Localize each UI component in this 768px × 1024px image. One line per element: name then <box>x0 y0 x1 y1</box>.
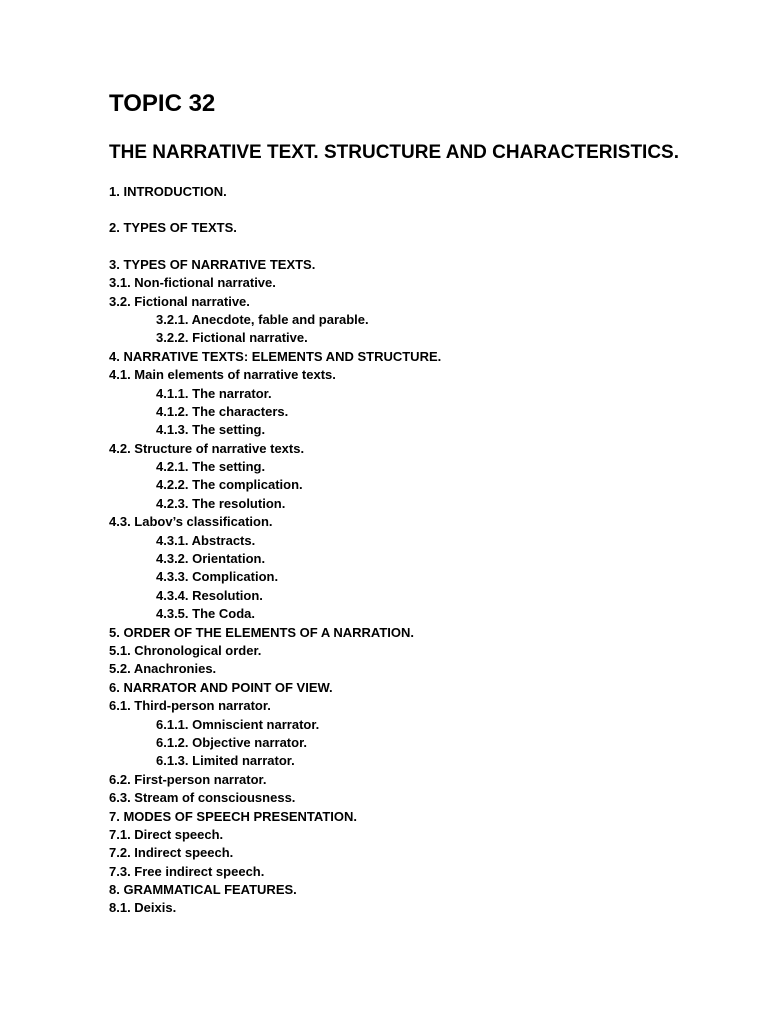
toc-item: 3.2.2. Fictional narrative. <box>156 330 308 346</box>
toc-item: 3. TYPES OF NARRATIVE TEXTS. <box>109 256 316 272</box>
toc-item: 4.1.2. The characters. <box>156 403 289 419</box>
toc-item: 4.3.2. Orientation. <box>156 551 266 567</box>
toc-item: 6.1. Third-person narrator. <box>109 698 271 714</box>
toc-item: 4.1.3. The setting. <box>156 422 266 438</box>
toc-item: 3.1. Non-fictional narrative. <box>109 275 276 291</box>
toc-item: 4.2. Structure of narrative texts. <box>109 440 305 456</box>
toc-item: 4.3.3. Complication. <box>156 569 279 585</box>
toc-item: 6.3. Stream of consciousness. <box>109 790 296 806</box>
toc-item: 6.1.3. Limited narrator. <box>156 753 295 769</box>
toc-item: 8.1. Deixis. <box>109 900 177 916</box>
toc-item: 4.3. Labov’s classification. <box>109 514 273 530</box>
toc-item: 5. ORDER OF THE ELEMENTS OF A NARRATION. <box>109 624 415 640</box>
toc-item: 3.2.1. Anecdote, fable and parable. <box>156 311 369 327</box>
toc-item: 8. GRAMMATICAL FEATURES. <box>109 882 297 898</box>
toc-item: 3.2. Fictional narrative. <box>109 293 250 309</box>
toc-item: 7. MODES OF SPEECH PRESENTATION. <box>109 808 357 824</box>
toc-item: 4.1.1. The narrator. <box>156 385 272 401</box>
topic-heading: TOPIC 32 <box>109 90 216 117</box>
table-of-contents <box>109 183 729 918</box>
toc-item: 4.2.2. The complication. <box>156 477 303 493</box>
toc-item: 7.2. Indirect speech. <box>109 845 234 861</box>
toc-item: 6.1.1. Omniscient narrator. <box>156 716 320 732</box>
document-title: THE NARRATIVE TEXT. STRUCTURE AND CHARACTERISTICS. <box>109 142 680 163</box>
toc-item: 4.3.4. Resolution. <box>156 587 263 603</box>
toc-item: 4.1. Main elements of narrative texts. <box>109 367 336 383</box>
toc-item: 7.1. Direct speech. <box>109 826 224 842</box>
toc-item: 6.1.2. Objective narrator. <box>156 734 308 750</box>
toc-item: 4.3.1. Abstracts. <box>156 532 256 548</box>
toc-item: 1. INTRODUCTION. <box>109 184 227 199</box>
toc-item: 2. TYPES OF TEXTS. <box>109 220 237 236</box>
toc-item: 4.2.1. The setting. <box>156 459 266 475</box>
toc-item: 4.3.5. The Coda. <box>156 606 255 622</box>
toc-item: 4.2.3. The resolution. <box>156 495 286 511</box>
toc-item: 6.2. First-person narrator. <box>109 771 267 787</box>
toc-item: 5.2. Anachronies. <box>109 661 217 677</box>
toc-item: 5.1. Chronological order. <box>109 642 262 658</box>
toc-item: 6. NARRATOR AND POINT OF VIEW. <box>109 679 333 695</box>
toc-item: 7.3. Free indirect speech. <box>109 863 265 879</box>
toc-item: 4. NARRATIVE TEXTS: ELEMENTS AND STRUCTURE. <box>109 348 442 364</box>
